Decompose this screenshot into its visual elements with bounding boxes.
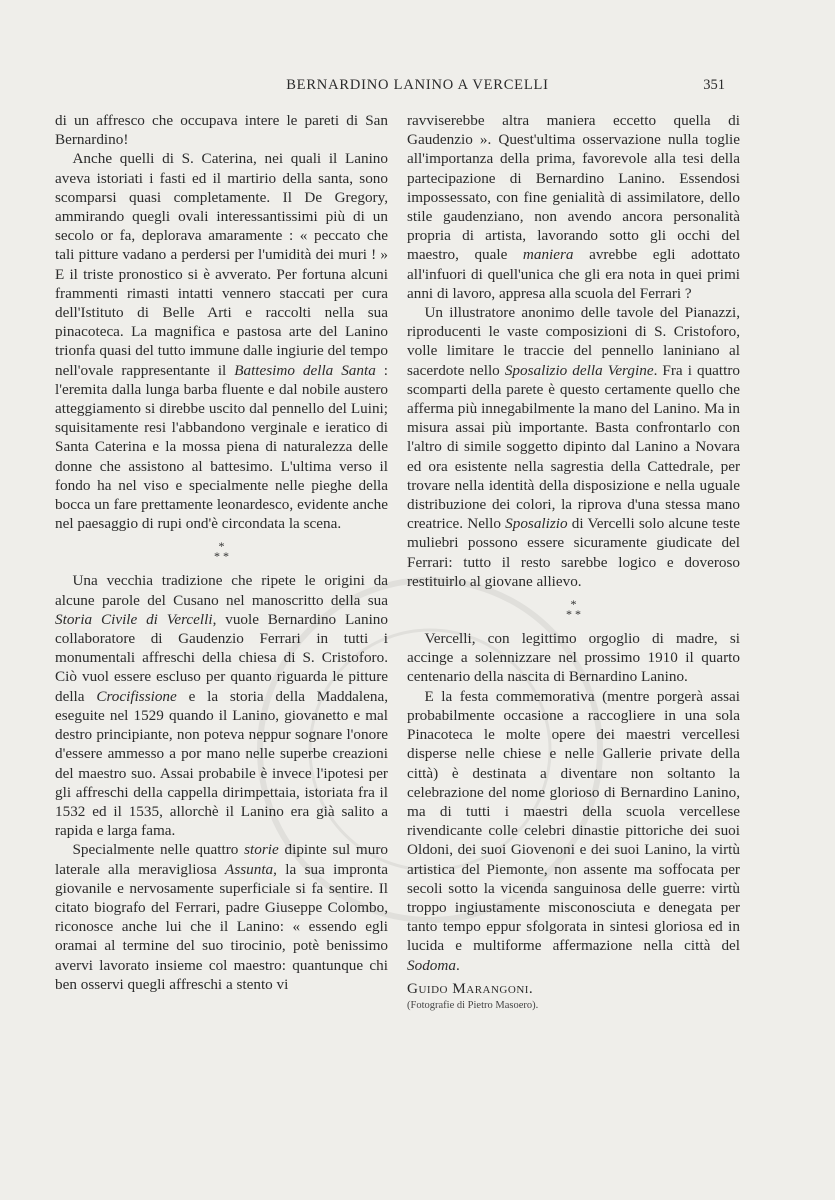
left-column xyxy=(55,111,388,994)
photo-credit: (Fotografie di Pietro Masoero). xyxy=(407,999,539,1011)
text-run: avrebbe egli adottato all'infuori di quell'unica che gli era nota in quei primi anni di lavoro, appresa alla scuola del Ferrari ? xyxy=(407,246,740,302)
italic-title: Storia Civile di Vercelli xyxy=(55,610,213,628)
text-run: Specialmente nelle quattro xyxy=(72,841,245,859)
text-run: Una vecchia tradizione che ripete le origini da alcune parole del Cusano nel manoscritto della sua xyxy=(55,572,388,609)
paragraph xyxy=(55,571,388,840)
asterism-divider xyxy=(407,597,740,622)
text-run: E la festa commemorativa (mentre porgerà assai probabilmente occasione a raccogliere in una sola Pinacoteca le molte opere dei maestri vercellesi disperse nelle chiese e nelle Gallerie private della città) è destinata a diventare non soltanto la celebrazione del nome glorioso di Bernardino Lanino, ma di tutti i maestri della scuola vercellese rivendicante colle celebri dinastie pittoriche dei suoi Oldoni, dei suoi Giovenoni e dei suoi Lanino, la virtù artistica del Piemonte, non assente ma soffocata per secoli sotto la vicenda sanguinosa delle guerre: virtù troppo ingiustamente misconosciuta e denegata per tanto tempo eppur sfolgorata in sintesi gloriosa ed in lucida e multiforme affermazione nella città del xyxy=(407,687,740,955)
italic-title: Assunta xyxy=(225,860,274,878)
italic-title: Crocifissione xyxy=(96,687,177,705)
running-header-title: BERNARDINO LANINO A VERCELLI xyxy=(286,77,549,93)
text-run: , vuole Bernardino Lanino collaboratore di Gaudenzio Ferrari in tutti i monumentali affreschi della chiesa di S. Cristoforo. Ciò vuol essere escluso per quanto riguarda le pitture della xyxy=(55,610,388,705)
paragraph xyxy=(55,149,388,533)
text-run: , la sua impronta giovanile e nervosamente superficiale si fa sentire. Il citato biografo del Ferrari, padre Giuseppe Colombo, riconosce anche lui che il Lanino: « essendo egli oramai al termine del suo tirocinio, potè benissimo avervi lavorato insieme col maestro: quantunque chi ben osservi quegli affreschi a stento vi xyxy=(55,860,388,993)
italic-title: Sposalizio xyxy=(505,515,568,533)
italic-title: Sposalizio della Vergine xyxy=(504,361,654,379)
right-column xyxy=(407,111,740,1013)
italic-title: storie xyxy=(244,841,279,859)
text-run: ravviserebbe altra maniera eccetto quella di Gaudenzio ». Quest'ultima osservazione nulla toglie all'importanza della prima, favorevole alla tesi della partecipazione di Bernardino Lanino. Essendosi impossessato, con fine genialità di assimilatore, dello stile gaudenziano, non avendo ancora personalità propria di artista, lavorando sotto gli occhi del maestro, quale xyxy=(407,112,740,264)
asterism-bottom: * * xyxy=(566,607,581,622)
page-number: 351 xyxy=(703,77,725,93)
italic-title: maniera xyxy=(522,246,574,264)
text-run: Anche quelli di S. Caterina, nei quali il Lanino aveva istoriati i fasti ed il martirio della santa, sono scomparsi quasi completamente. Il De Gregory, ammirando quegli ovali interessantissimi più di un secolo or fa, deplorava amaramente : « peccato che tali pitture vadano a perdersi per l'umidità dei muri ! » E il triste pronostico si è avverato. Per fortuna alcuni frammenti rimasti intatti vennero staccati per cura dell'Istituto di Belle Arti e raccolti nella sua pinacoteca. La magnifica e pastosa arte del Lanino trionfa quasi del tutto immune dalle ingiurie del tempo nell'ovale rappresentante il xyxy=(55,150,388,379)
italic-title: Battesimo della Santa xyxy=(234,361,376,379)
asterism-divider xyxy=(55,539,388,564)
paragraph xyxy=(407,303,740,591)
asterism-bottom: * * xyxy=(214,549,229,564)
paragraph: Vercelli, con legittimo orgoglio di madre, si accinge a solennizzare nel prossimo 1910 il quarto centenario della nascita di Bernardino Lanino. xyxy=(407,630,740,686)
paragraph xyxy=(407,111,740,303)
italic-title: Sodoma xyxy=(407,956,456,974)
text-run: . xyxy=(455,956,460,974)
text-run: . Fra i quattro scomparti della parete è questo certamente quello che afferma più innegabilmente la mano del Lanino. Ma in misura assai più importante. Basta confrontarlo con l'altro di simile soggetto dipinto dal Lanino a Novara ed ora esistente nella sagrestia della Cattedrale, per trovare nella identità della disposizione e nella uguale distribuzione dei colori, la riprova d'una stessa mano creatrice. Nello xyxy=(407,361,740,533)
text-run: Un illustratore anonimo delle tavole del Pianazzi, riproducenti le vaste composizioni di S. Cristoforo, volle limitare le traccie del pennello laniniano al sacerdote nello xyxy=(407,304,740,379)
text-run: : l'eremita dalla lunga barba fluente e dal nobile austero atteggiamento si direbbe uscito dal pennello del Luini; squisitamente resi l'abbandono verginale e ieratico di Santa Caterina e la mossa piena di naturalezza delle donne che assistono al battesimo. L'ultima verso il fondo ha nel viso e specialmente nelle pieghe della bocca un fare prettamente leonardesco, evidente anche nel paesaggio di rupi ond'è circondata la scena. xyxy=(55,361,388,533)
asterism-top: * xyxy=(218,539,225,554)
text-run: dipinte sul muro laterale alla meravigliosa xyxy=(55,841,388,878)
paragraph xyxy=(407,687,740,975)
text-run: di Vercelli solo alcune teste muliebri possono essere sicuramente giudicate del Ferrari: tutto il resto sarebbe logico e doveroso restituirlo al giovane allievo. xyxy=(407,515,740,590)
asterism-top: * xyxy=(570,597,577,612)
paragraph: di un affresco che occupava intere le pareti di San Bernardino! xyxy=(55,112,388,149)
paragraph xyxy=(55,840,388,994)
text-run: e la storia della Maddalena, eseguite nel 1529 quando il Lanino, giovanetto e mal destro principiante, non poteva neppur sognare l'onore d'essere ammesso a por mano nelle superbe creazioni del maestro suo. Assai probabile è invece l'ipotesi per gli affreschi della cappella dirimpettaia, istoriata fra il 1532 ed il 1535, allorchè il Lanino era già salito a rapida e larga fama. xyxy=(55,687,389,840)
author-signature: Guido Marangoni. xyxy=(407,979,534,997)
